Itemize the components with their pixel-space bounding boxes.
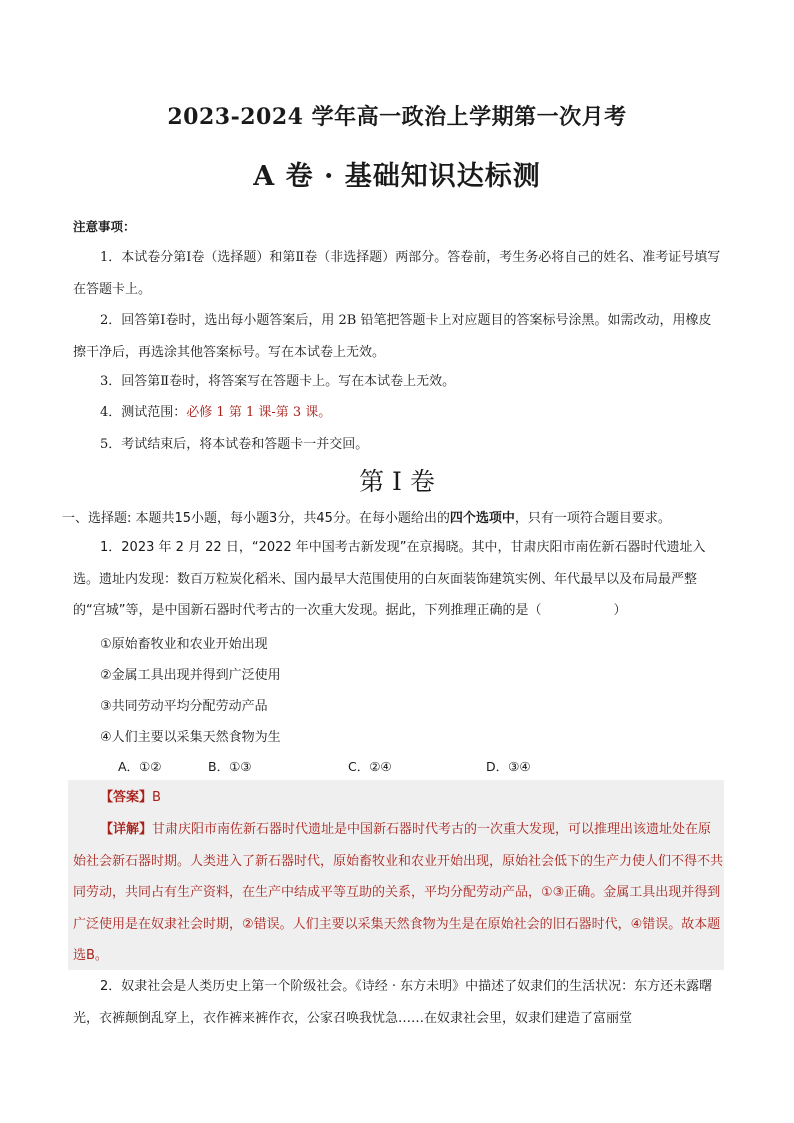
section-heading	[62, 507, 732, 526]
q1-stem-end: ）	[613, 603, 627, 618]
section-emphasis: 四个选项中	[449, 511, 515, 526]
q1-option-3: ③共同劳动平均分配劳动产品	[100, 699, 268, 714]
q1-option-4: ④人们主要以采集天然食物为生	[100, 730, 281, 745]
q1-option-1: ①原始畜牧业和农业开始出现	[100, 637, 268, 652]
q1-choice-a: A．①②	[118, 759, 162, 774]
exam-title: 2023-2024 学年高一政治上学期第一次月考	[167, 104, 627, 130]
section-lead: 一、选择题: 本题共15小题，每小题3分，共45分。在每小题给出的	[62, 511, 450, 526]
notice-item-4-scope: 必修 1 第 1 课-第 3 课。	[186, 405, 332, 420]
notice-heading: 注意事项：	[73, 219, 136, 234]
notice-item-5: 5．考试结束后，将本试卷和答题卡一并交回。	[100, 437, 369, 452]
notice-item-4	[73, 397, 723, 429]
q1-option-2: ②金属工具出现并得到广泛使用	[100, 668, 281, 683]
q1-choice-d: D．③④	[486, 759, 531, 774]
answer-value: B	[152, 790, 161, 805]
q1-stem-text: 1．2023 年 2 月 22 日，“2022 年中国考古新发现”在京揭晓。其中，甘肃庆阳市南佐新石器时代遗址入选。遗址内发现：数百万粒炭化稻米、国内最早大范围使用的白灰面装饰建筑实例、年代最早以及布局最严整的“宫城”等，是中国新石器时代考古的一次重大发现。据此，下列推理正确的是（	[73, 540, 706, 618]
notice-item-4-prefix: 4．测试范围：	[100, 405, 187, 420]
notice-item-3: 3．回答第Ⅱ卷时，将答案写在答题卡上。写在本试卷上无效。	[100, 374, 456, 389]
section-tail: ，只有一项符合题目要求。	[514, 511, 671, 526]
detail-label: 【详解】	[100, 822, 153, 837]
q1-choice-b: B．①③	[208, 759, 252, 774]
exam-subtitle: A 卷 · 基础知识达标测	[253, 161, 541, 192]
notice-item-1: 1．本试卷分第Ⅰ卷（选择题）和第Ⅱ卷（非选择题）两部分。答卷前，考生务必将自己的姓名、准考证号填写在答题卡上。	[73, 250, 721, 297]
detail-text: 甘肃庆阳市南佐新石器时代遗址是中国新石器时代考古的一次重大发现，可以推理出该遗址处在原始社会新石器时期。人类进入了新石器时代，原始畜牧业和农业开始出现，原始社会低下的生产力使人们不得不共同劳动，共同占有生产资料，在生产中结成平等互助的关系，平均分配劳动产品，①③正确。金属工具出现并得到广泛使用是在奴隶社会时期，②错误。人们主要以采集天然食物为生是在原始社会的旧石器时代，④错误。故本题选B。	[73, 822, 724, 963]
answer-label: 【答案】	[100, 790, 153, 805]
q2-stem: 2．奴隶社会是人类历史上第一个阶级社会。《诗经 · 东方未明》中描述了奴隶们的生活状况：东方还未露曙光，衣裤颠倒乱穿上，衣作裤来裤作衣，公家召唤我忧急……在奴隶社会里，奴隶们建造了富丽堂	[73, 979, 713, 1026]
q1-choice-c: C．②④	[348, 759, 392, 774]
volume-title: 第 I 卷	[359, 467, 435, 496]
q1-detail	[73, 814, 723, 972]
q1-answer	[73, 782, 723, 814]
notice-item-2: 2．回答第Ⅰ卷时，选出每小题答案后，用 2B 铅笔把答题卡上对应题目的答案标号涂黑。如需改动，用橡皮擦干净后，再选涂其他答案标号。写在本试卷上无效。	[73, 313, 712, 360]
q1-stem	[73, 532, 723, 627]
